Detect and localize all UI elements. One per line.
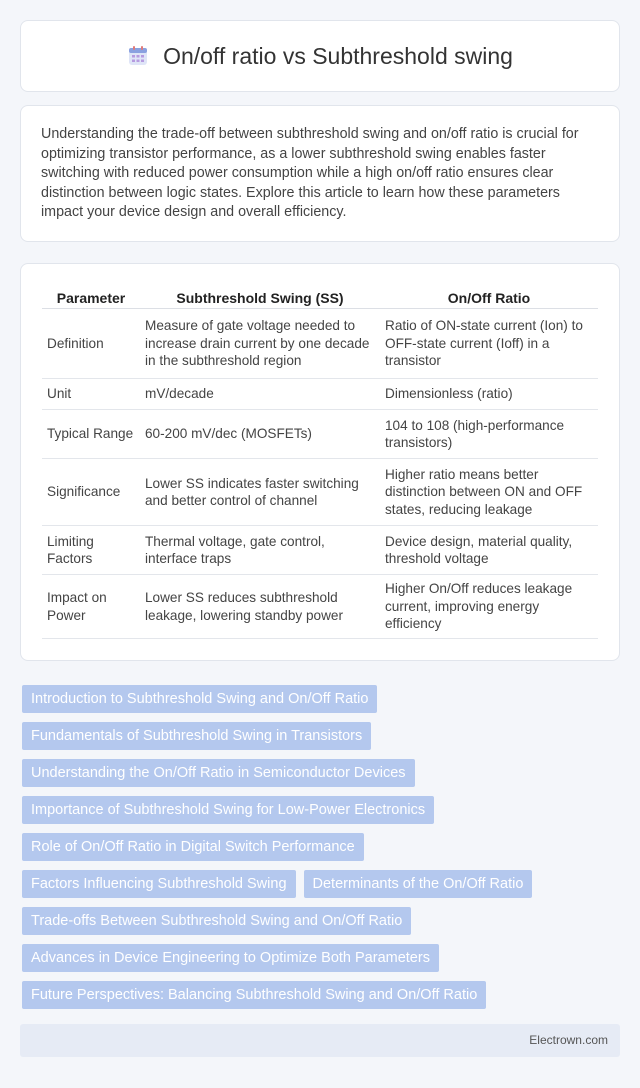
- table-header-row: [42, 286, 598, 309]
- topic-tag[interactable]: Advances in Device Engineering to Optimize Both Parameters: [22, 944, 439, 972]
- table-row: [42, 526, 598, 575]
- table-cell: Dimensionless (ratio): [380, 379, 598, 410]
- table-header: Subthreshold Swing (SS): [140, 286, 380, 309]
- topic-tag[interactable]: Importance of Subthreshold Swing for Low-Power Electronics: [22, 796, 434, 824]
- table-cell: Lower SS indicates faster switching and better control of channel: [140, 459, 380, 526]
- intro-text: Understanding the trade-off between subthreshold swing and on/off ratio is crucial for optimizing transistor performance, as a lower subthreshold swing enables faster switching with reduced power consumption while a high on/off ratio ensures clear distinction between logic states. Explore this article to learn how these parameters impact your device design and overall efficiency.: [41, 126, 579, 221]
- table-cell: Definition: [42, 309, 140, 379]
- topic-tag[interactable]: Trade-offs Between Subthreshold Swing and On/Off Ratio: [22, 907, 411, 935]
- topic-tag[interactable]: Determinants of the On/Off Ratio: [304, 870, 533, 898]
- table-row: [42, 410, 598, 459]
- footer-text[interactable]: Electrown.com: [529, 1033, 608, 1047]
- topic-tags: [22, 685, 622, 1018]
- table-cell: Typical Range: [42, 410, 140, 459]
- topic-tag[interactable]: Fundamentals of Subthreshold Swing in Transistors: [22, 722, 371, 750]
- table-cell: Impact on Power: [42, 575, 140, 639]
- footer: [20, 1024, 620, 1057]
- topic-tag[interactable]: Future Perspectives: Balancing Subthreshold Swing and On/Off Ratio: [22, 981, 486, 1009]
- table-cell: mV/decade: [140, 379, 380, 410]
- table-cell: Device design, material quality, threshold voltage: [380, 526, 598, 575]
- topic-tag[interactable]: Introduction to Subthreshold Swing and On/Off Ratio: [22, 685, 377, 713]
- table-row: [42, 379, 598, 410]
- table-cell: Limiting Factors: [42, 526, 140, 575]
- topic-tag[interactable]: Factors Influencing Subthreshold Swing: [22, 870, 296, 898]
- table-header: On/Off Ratio: [380, 286, 598, 309]
- comparison-table-card: [20, 263, 620, 661]
- table-cell: Lower SS reduces subthreshold leakage, lowering standby power: [140, 575, 380, 639]
- table-cell: Ratio of ON-state current (Ion) to OFF-state current (Ioff) in a transistor: [380, 309, 598, 379]
- table-header: Parameter: [42, 286, 140, 309]
- table-cell: Higher On/Off reduces leakage current, improving energy efficiency: [380, 575, 598, 639]
- table-cell: Measure of gate voltage needed to increase drain current by one decade in the subthreshold region: [140, 309, 380, 379]
- table-cell: Higher ratio means better distinction between ON and OFF states, reducing leakage: [380, 459, 598, 526]
- intro-card: [20, 105, 620, 242]
- topic-tag[interactable]: Role of On/Off Ratio in Digital Switch Performance: [22, 833, 364, 861]
- comparison-table: [42, 286, 598, 639]
- table-row: [42, 575, 598, 639]
- table-cell: Thermal voltage, gate control, interface traps: [140, 526, 380, 575]
- page-title: On/off ratio vs Subthreshold swing: [163, 42, 513, 69]
- topic-tag[interactable]: Understanding the On/Off Ratio in Semiconductor Devices: [22, 759, 415, 787]
- table-cell: Significance: [42, 459, 140, 526]
- table-cell: 104 to 108 (high-performance transistors): [380, 410, 598, 459]
- table-cell: 60-200 mV/dec (MOSFETs): [140, 410, 380, 459]
- title-card: [20, 20, 620, 92]
- table-row: [42, 309, 598, 379]
- table-row: [42, 459, 598, 526]
- table-cell: Unit: [42, 379, 140, 410]
- calendar-icon: [127, 45, 149, 67]
